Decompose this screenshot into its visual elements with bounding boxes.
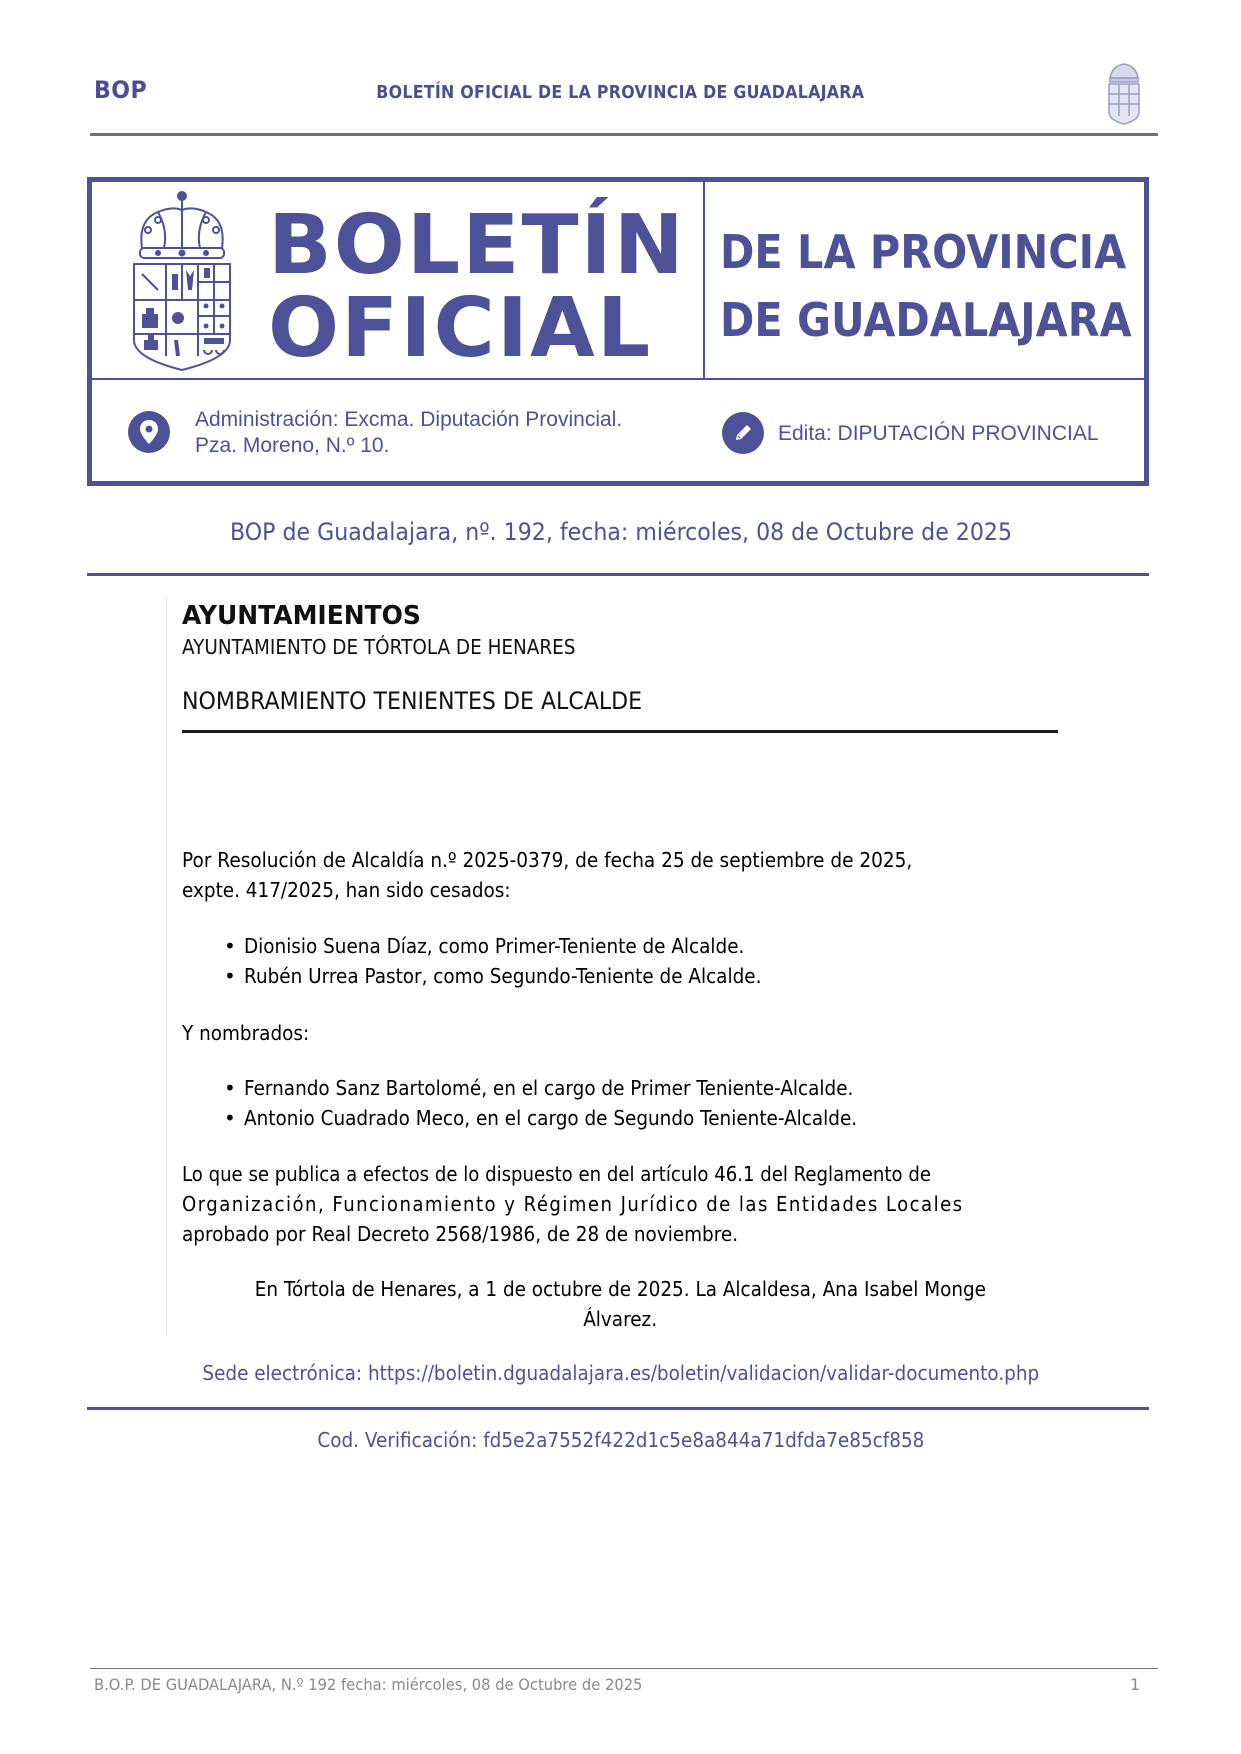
legal-basis-paragraph: Lo que se publica a efectos de lo dispuesto en del artículo 46.1 del Reglamento de Organización, Funcionamiento y Régimen Jurídico de las Entidades Locales aprobado por Real Decreto 2568/1986, de 28 de noviembre. (182, 1162, 964, 1246)
issue-divider (87, 573, 1149, 576)
banner-subtitle-line1: DE LA PROVINCIA (720, 225, 1127, 279)
appointed-intro: Y nombrados: (182, 1021, 310, 1045)
resolution-paragraph: Por Resolución de Alcaldía n.º 2025-0379, de fecha 25 de septiembre de 2025, expte. 417/2025, han sido cesados: (182, 848, 913, 902)
document-heading (182, 600, 1058, 733)
signature-block: En Tórtola de Henares, a 1 de octubre de 2025. La Alcaldesa, Ana Isabel Monge Álvarez. (254, 1277, 986, 1331)
body-margin-rule (166, 597, 167, 1335)
footer-divider (90, 1668, 1158, 1669)
map-pin-icon (128, 411, 170, 453)
page-number: 1 (1130, 1675, 1141, 1694)
banner-subtitle-line2: DE GUADALAJARA (720, 293, 1132, 347)
footer-text: B.O.P. DE GUADALAJARA, N.º 192 fecha: miércoles, 08 de Octubre de 2025 (94, 1675, 643, 1694)
issue-info: BOP de Guadalajara, nº. 192, fecha: miércoles, 08 de Octubre de 2025 (229, 518, 1012, 546)
verification-code: Cod. Verificación: fd5e2a7552f422d1c5e8a844a71dfda7e85cf858 (317, 1428, 924, 1452)
publisher-label: Edita: DIPUTACIÓN PROVINCIAL (778, 422, 1099, 445)
banner-vertical-divider (703, 180, 705, 380)
validation-divider (87, 1407, 1149, 1410)
title-divider (182, 730, 1058, 733)
ceased-list (224, 931, 1054, 991)
electronic-office-link[interactable]: Sede electrónica: https://boletin.dguadalajara.es/boletin/validacion/validar-documento.php (202, 1361, 1039, 1385)
list-item: • Dionisio Suena Díaz, como Primer-Teniente de Alcalde. (224, 934, 745, 958)
banner-horizontal-divider (92, 378, 1144, 380)
header-divider (90, 133, 1158, 136)
list-item: • Fernando Sanz Bartolomé, en el cargo de Primer Teniente-Alcalde. (224, 1076, 854, 1100)
list-item: • Antonio Cuadrado Meco, en el cargo de Segundo Teniente-Alcalde. (224, 1106, 858, 1130)
coat-of-arms-icon (1104, 60, 1144, 126)
banner-title-line2: OFICIAL (268, 281, 653, 376)
appointed-list (224, 1073, 1054, 1133)
pencil-icon (722, 412, 764, 454)
list-item: • Rubén Urrea Pastor, como Segundo-Teniente de Alcalde. (224, 964, 762, 988)
section-heading: AYUNTAMIENTOS (182, 601, 421, 631)
administration-address: Administración: Excma. Diputación Provincial. Pza. Moreno, N.º 10. (195, 408, 623, 457)
document-title: NOMBRAMIENTO TENIENTES DE ALCALDE (182, 687, 643, 715)
entity-name: AYUNTAMIENTO DE TÓRTOLA DE HENARES (182, 635, 576, 659)
header-bop-label: BOP (94, 76, 148, 104)
coat-of-arms-icon (128, 190, 236, 372)
header-title: BOLETÍN OFICIAL DE LA PROVINCIA DE GUADALAJARA (376, 82, 865, 103)
banner-title-line1: BOLETÍN (268, 198, 686, 293)
